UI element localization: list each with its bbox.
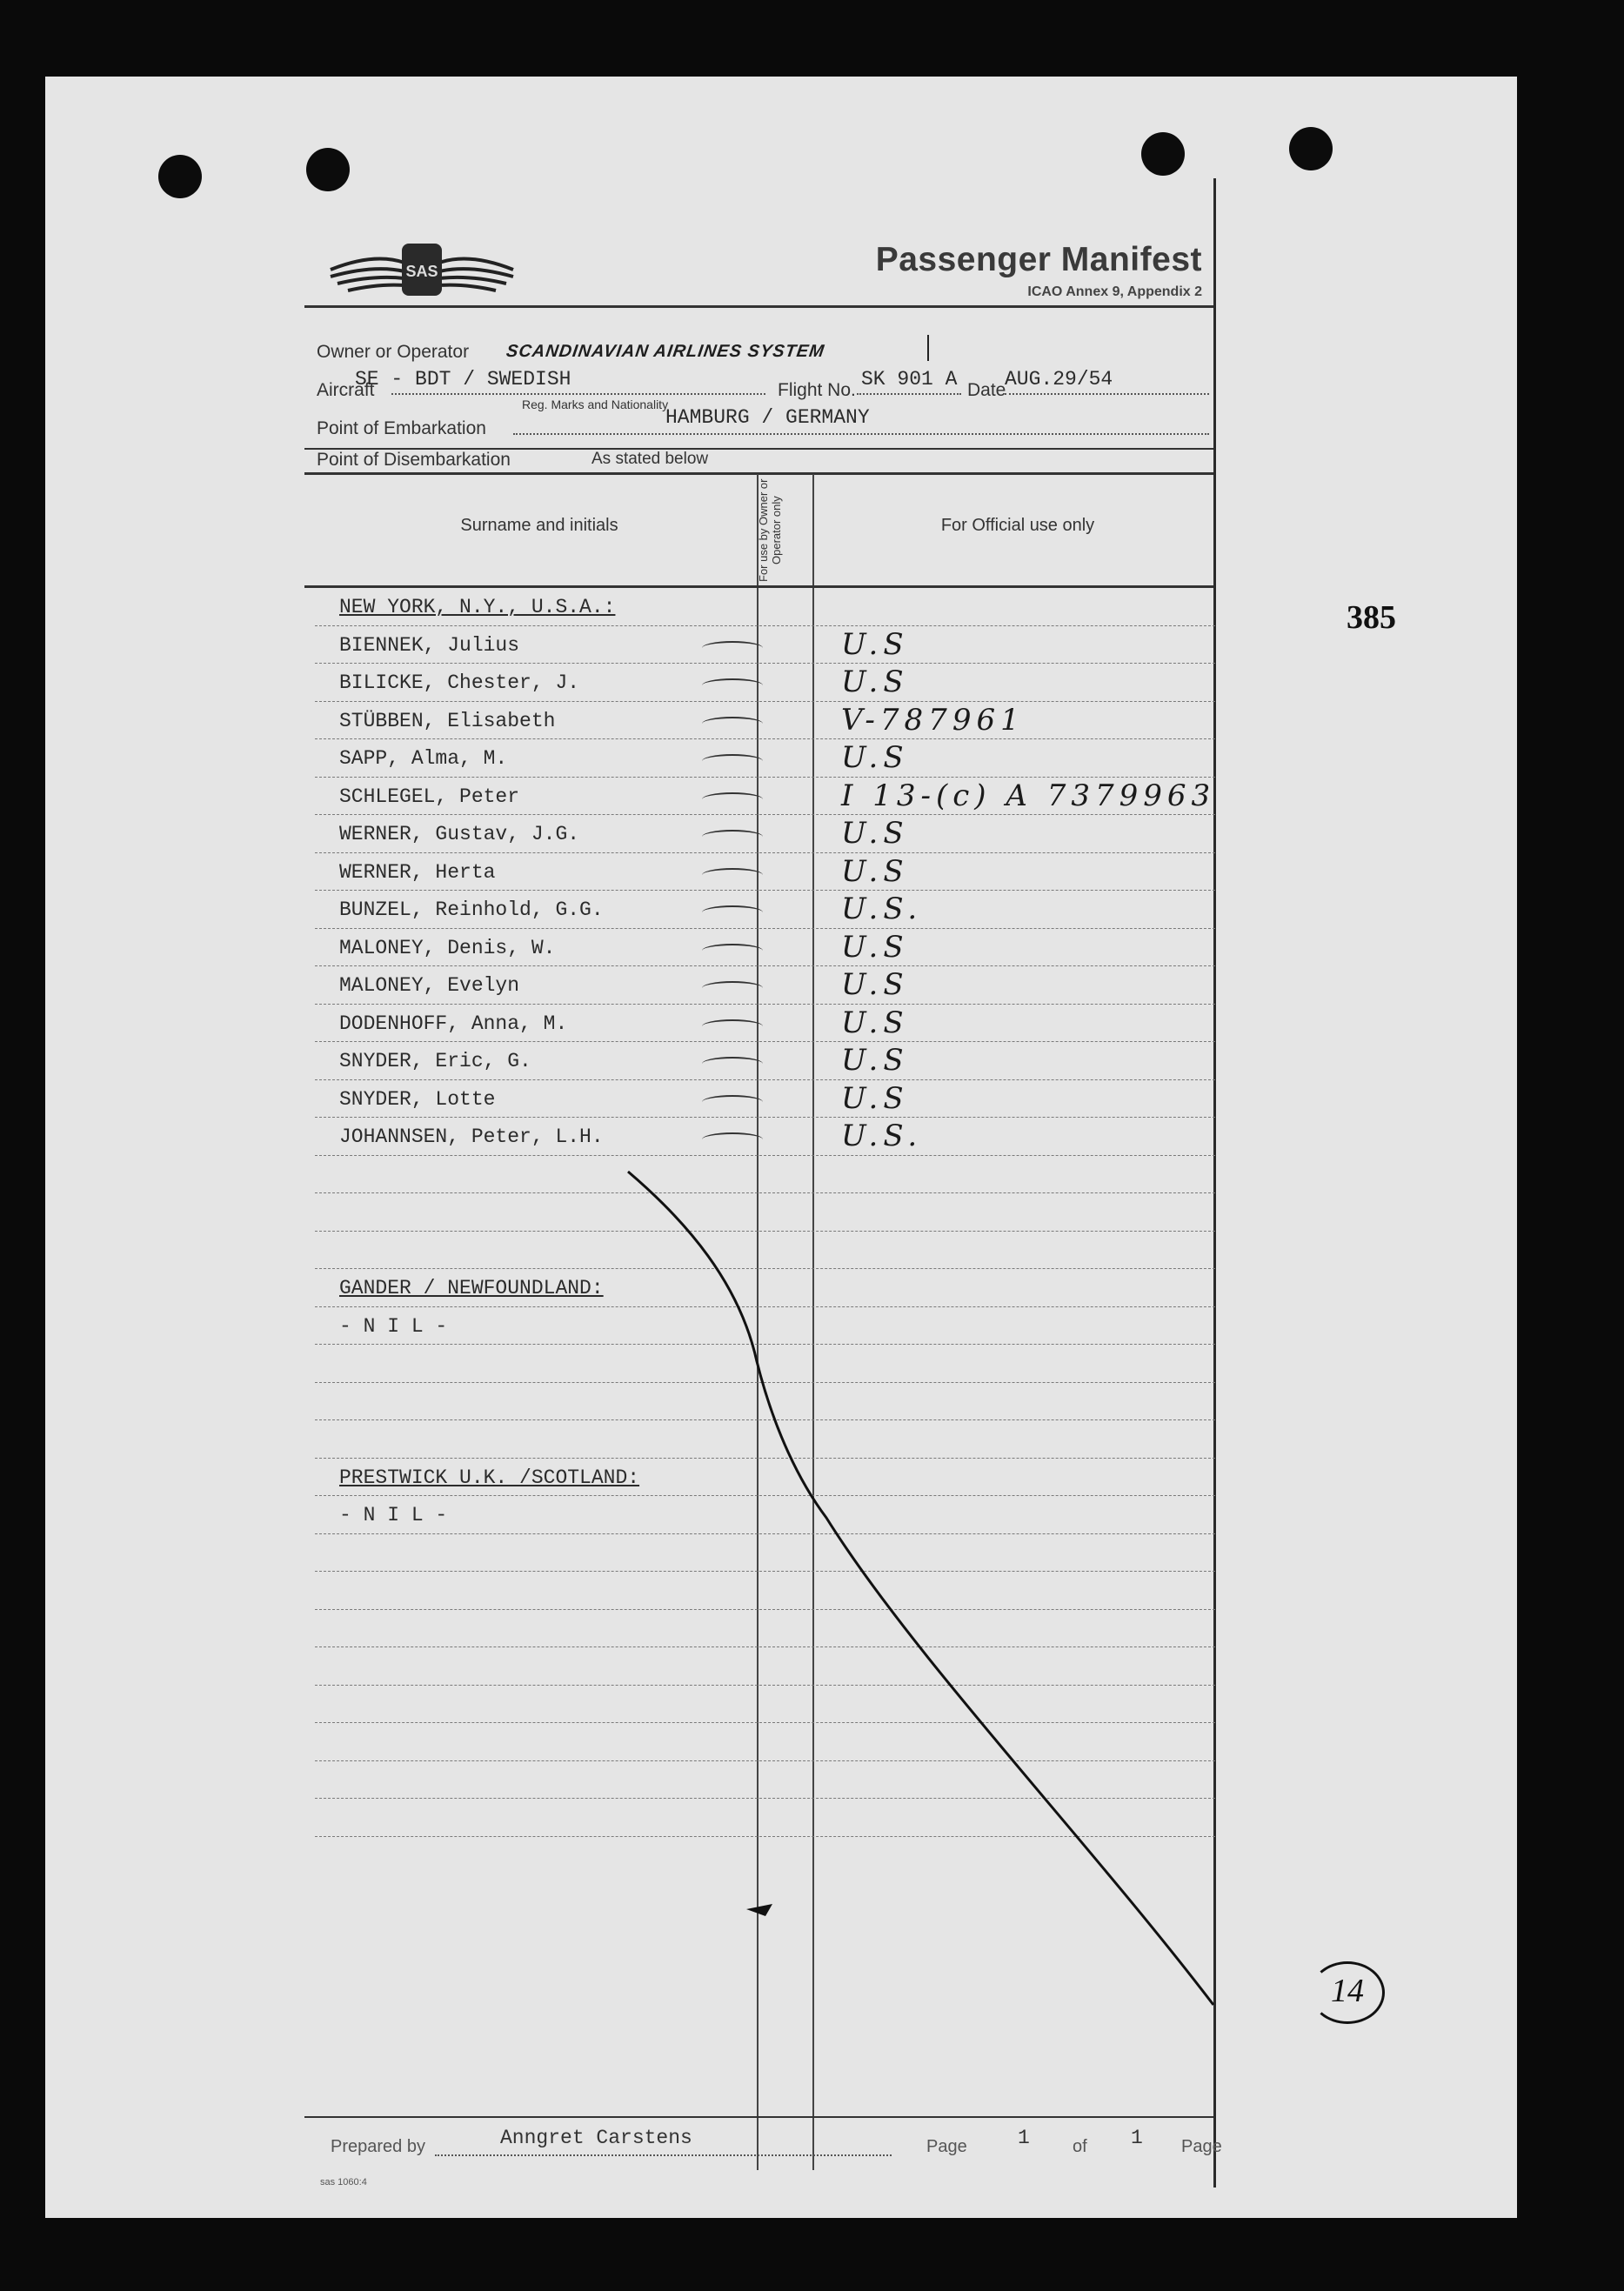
of-value: 1	[1131, 2127, 1143, 2149]
form-title: Passenger Manifest	[875, 241, 1202, 278]
owner-column-header: For use by Owner or Operator only	[757, 478, 783, 583]
destination-heading: GANDER / NEWFOUNDLAND:	[339, 1277, 604, 1299]
passenger-name: DODENHOFF, Anna, M.	[339, 1012, 568, 1035]
owner-value: SCANDINAVIAN AIRLINES SYSTEM	[505, 342, 826, 361]
passenger-name: - N I L -	[339, 1314, 448, 1338]
page-value: 1	[1018, 2127, 1030, 2149]
svg-text:SAS: SAS	[405, 263, 438, 280]
manifest-form	[304, 178, 1222, 2214]
official-note: U.S	[841, 853, 909, 889]
date-label: Date	[967, 380, 1006, 400]
passenger-name: MALONEY, Evelyn	[339, 974, 520, 997]
passenger-name: SCHLEGEL, Peter	[339, 785, 520, 808]
flight-value: SK 901 A	[861, 368, 958, 391]
passenger-name: BILICKE, Chester, J.	[339, 671, 580, 694]
embarkation-value: HAMBURG / GERMANY	[665, 406, 870, 429]
passenger-name: WERNER, Herta	[339, 860, 496, 884]
form-number: sas 1060:4	[320, 2177, 367, 2187]
passenger-name: BIENNEK, Julius	[339, 633, 520, 657]
prepared-by-value: Anngret Carstens	[500, 2127, 692, 2149]
passenger-name: JOHANNSEN, Peter, L.H.	[339, 1125, 604, 1148]
aircraft-value: SE - BDT / SWEDISH	[355, 368, 571, 391]
official-note: U.S	[841, 665, 909, 699]
official-note: U.S.	[841, 1119, 923, 1153]
official-note: U.S	[841, 929, 909, 965]
punch-hole	[1289, 127, 1333, 170]
flight-label: Flight No.	[778, 380, 856, 400]
owner-label: Owner or Operator	[317, 342, 470, 362]
destination-heading: PRESTWICK U.K. /SCOTLAND:	[339, 1466, 640, 1489]
page-stamp: 385	[1347, 599, 1396, 636]
disembarkation-label: Point of Disembarkation	[317, 450, 511, 470]
aircraft-label: Aircraft	[317, 380, 375, 400]
official-note: V-787961	[841, 702, 1025, 738]
diagonal-strike-line	[304, 178, 1218, 2214]
official-column-header: For Official use only	[940, 516, 1095, 535]
surname-column-header: Surname and initials	[460, 516, 618, 535]
passenger-name: BUNZEL, Reinhold, G.G.	[339, 898, 604, 921]
passenger-name: WERNER, Gustav, J.G.	[339, 823, 580, 845]
date-value: AUG.29/54	[1005, 368, 1113, 391]
official-note: U.S	[841, 740, 909, 775]
footer-rule	[304, 2116, 1213, 2118]
official-note: U.S	[841, 1005, 909, 1040]
reg-marks-note: Reg. Marks and Nationality	[522, 397, 669, 411]
passenger-name: STÜBBEN, Elisabeth	[339, 709, 556, 732]
passenger-name: - N I L -	[339, 1504, 448, 1526]
official-note: U.S	[841, 967, 909, 1002]
pages-label: Page	[1181, 2137, 1222, 2156]
official-note: I 13-(c) A 7379963	[841, 778, 1216, 813]
official-note: U.S	[841, 816, 909, 851]
official-note: U.S	[841, 1080, 909, 1116]
passenger-name: MALONEY, Denis, W.	[339, 936, 556, 959]
punch-hole	[1141, 132, 1185, 176]
official-note: U.S	[841, 1043, 909, 1078]
disembarkation-value: As stated below	[591, 450, 709, 468]
passenger-name: SNYDER, Eric, G.	[339, 1050, 531, 1072]
official-note: U.S.	[841, 892, 923, 926]
prepared-by-label: Prepared by	[331, 2137, 425, 2156]
of-label: of	[1073, 2137, 1087, 2156]
passenger-name: SNYDER, Lotte	[339, 1087, 496, 1111]
passenger-name: SAPP, Alma, M.	[339, 747, 508, 770]
circled-folio-number: 14	[1310, 1961, 1385, 2024]
embarkation-label: Point of Embarkation	[317, 418, 486, 438]
page-label: Page	[926, 2137, 967, 2156]
official-note: U.S	[841, 626, 909, 662]
destination-heading: NEW YORK, N.Y., U.S.A.:	[339, 596, 616, 618]
punch-hole	[158, 155, 202, 198]
form-subtitle: ICAO Annex 9, Appendix 2	[1027, 284, 1202, 299]
prepared-dotline	[435, 2154, 892, 2156]
